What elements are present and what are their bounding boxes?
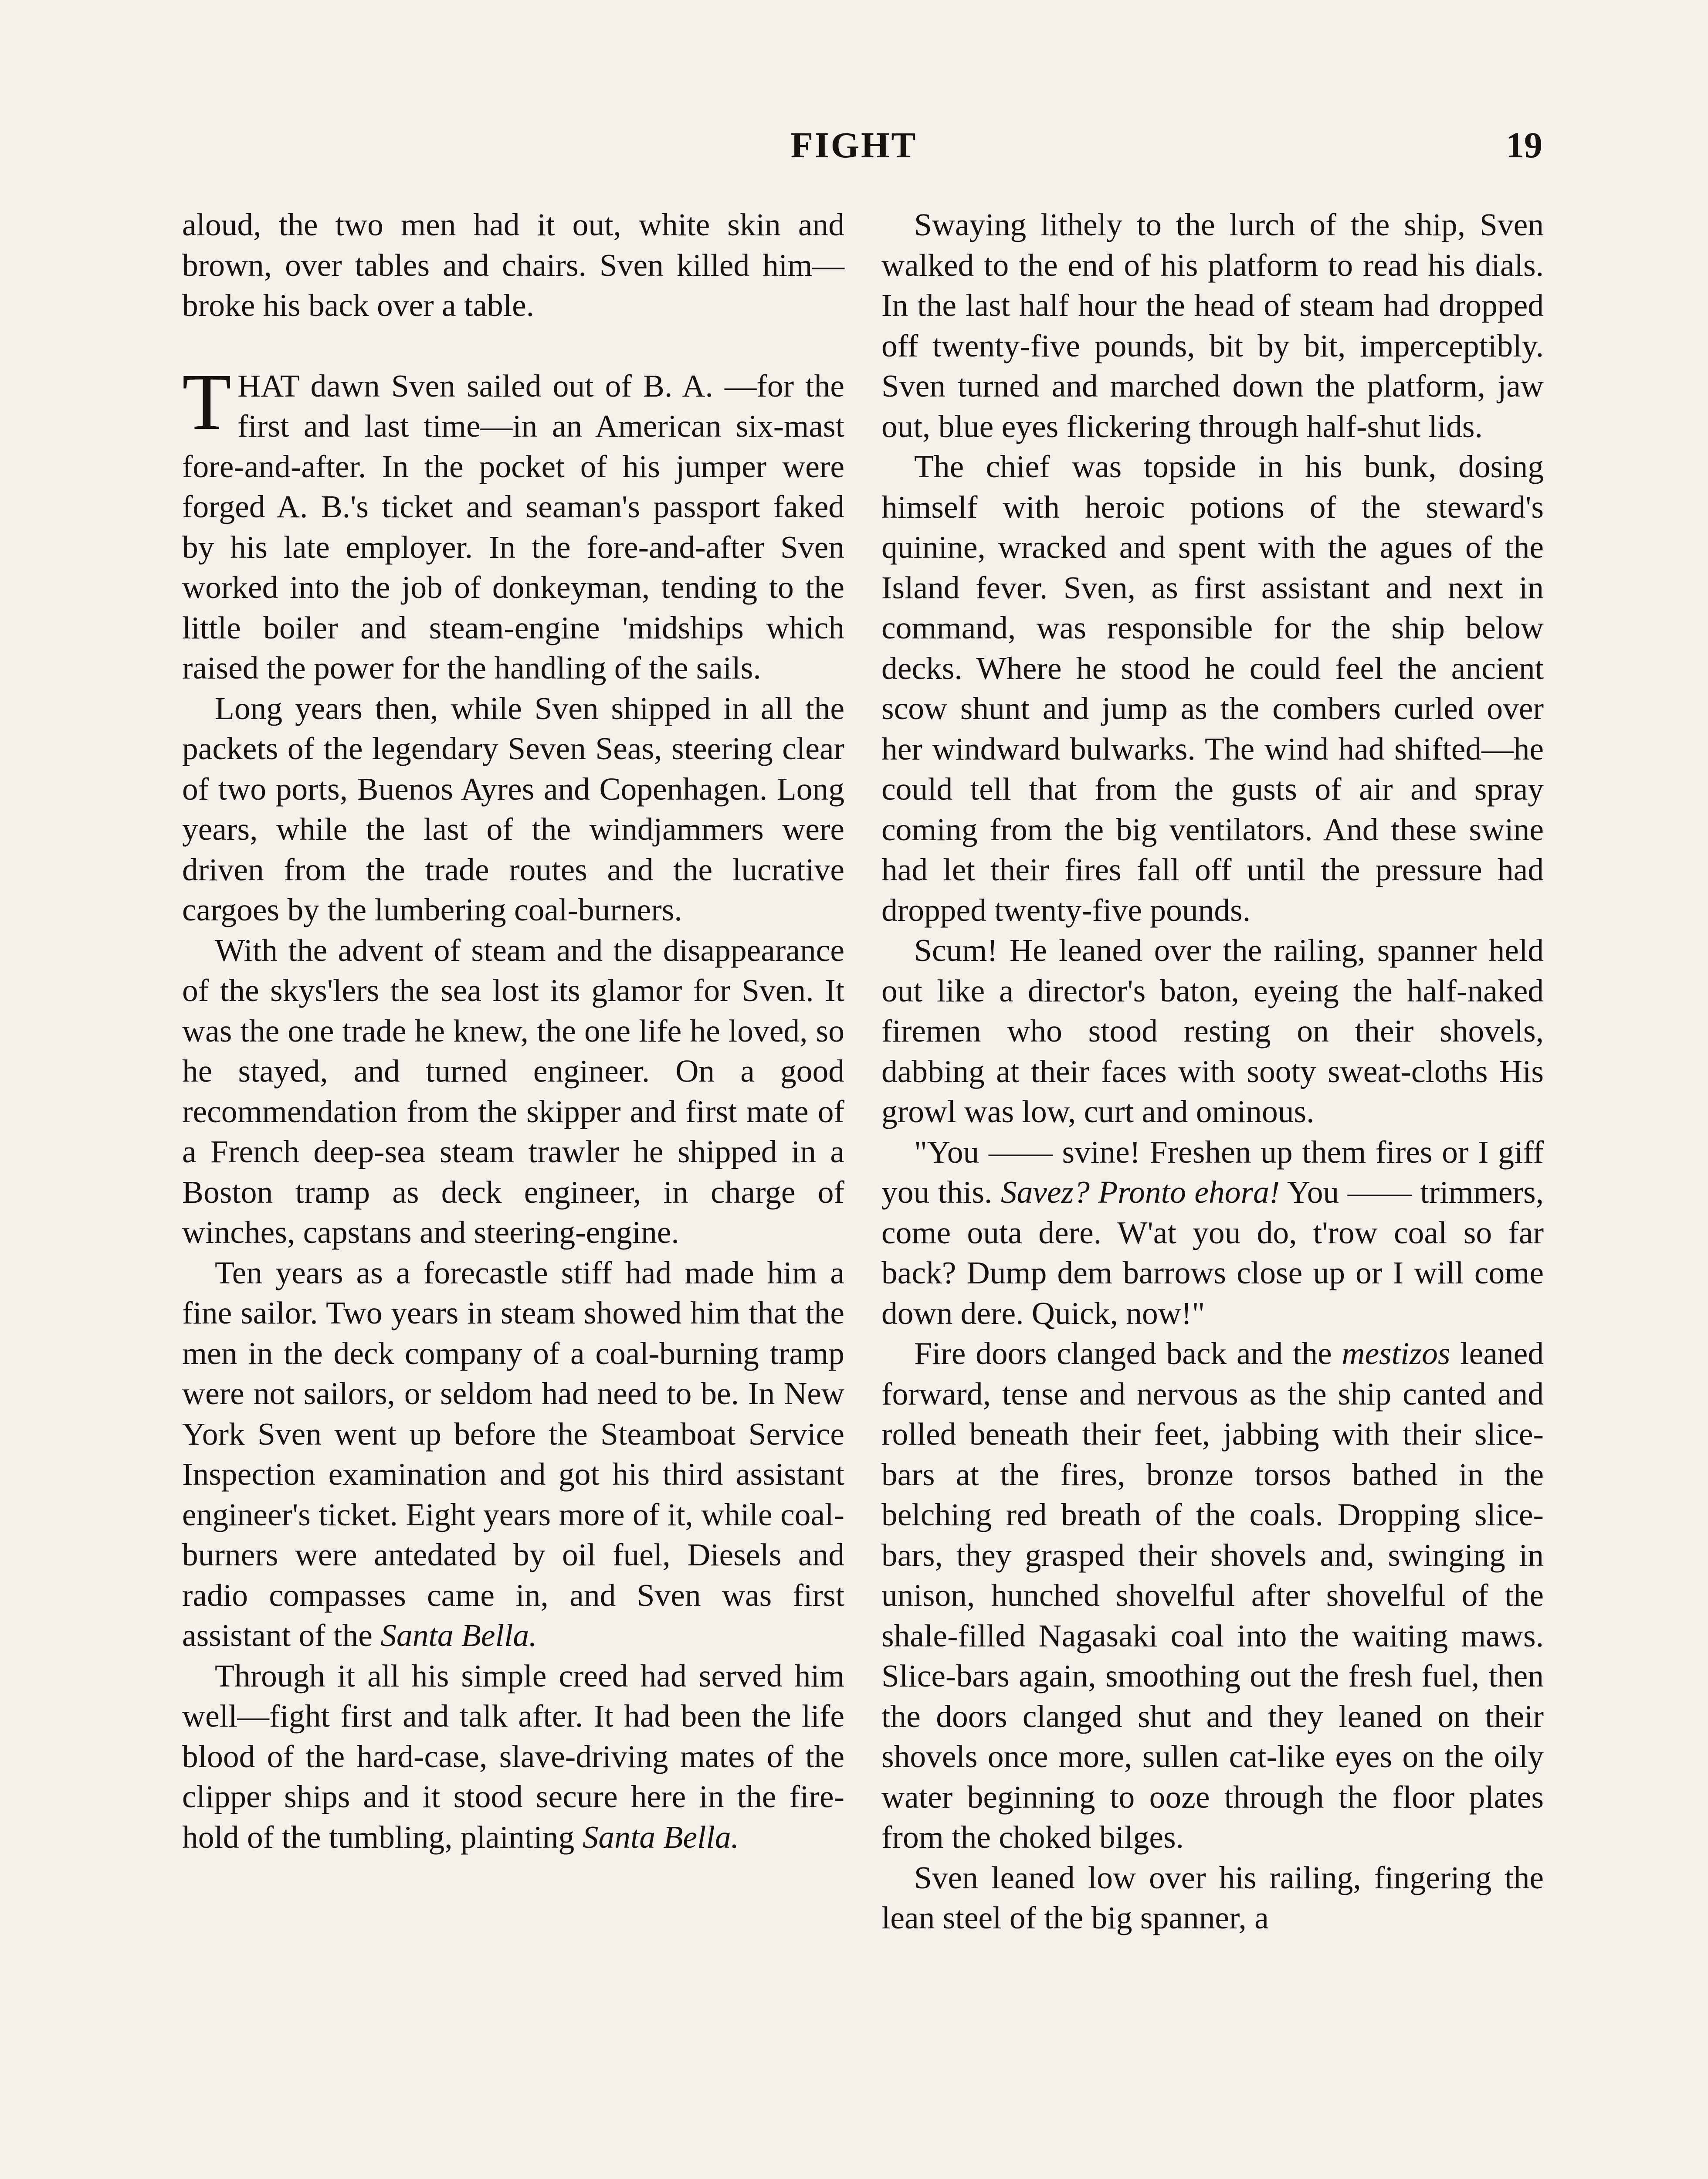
paragraph-text: You —— trimmers, come outa dere. W'at you do, t'row coal so far back? Dump dem barrows close up or I will come down dere. Quick, now!" [881, 1174, 1544, 1331]
paragraph [182, 1253, 844, 1656]
paragraph-text: Through it all his simple creed had served him well—fight first and talk after. It had been the life blood of the hard-case, slave-driving mates of the clipper ships and it stood secure here in the fire-hold of the tumbling, plainting [182, 1658, 844, 1855]
paragraph [182, 1656, 844, 1858]
paragraph: aloud, the two men had it out, white skin and brown, over tables and chairs. Sven killed him—broke his back over a table. [182, 207, 844, 323]
left-column [182, 205, 844, 1857]
paragraph: With the advent of steam and the disappearance of the skys'lers the sea lost its glamor for Sven. It was the one trade he knew, the one life he loved, so he stayed, and turned engineer. On a good recommendation from the skipper and first mate of a French deep-sea steam trawler he shipped in a Boston tramp as deck engineer, in charge of winches, capstans and steering-engine. [182, 932, 844, 1250]
drop-cap: T [182, 357, 232, 447]
paragraph: Long years then, while Sven shipped in all the packets of the legendary Seven Seas, steering clear of two ports, Buenos Ayres and Copenhagen. Long years, while the last of the windjammers were driven from the trade routes and the lucrative cargoes by the lumbering coal-burners. [182, 690, 844, 927]
section-paragraph [182, 357, 844, 689]
paragraph-text: Fire doors clanged back and the [914, 1336, 1342, 1371]
paragraph-text: HAT dawn Sven sailed out of B. A. —for the first and last time—in an American six-mast fore-and-after. In the pocket of his jumper were forged A. B.'s ticket and seaman's passport faked by his late employer. In the fore-and-after Sven worked into the job of donkeyman, tending to the little boiler and steam-engine 'midships which raised the power for the handling of the sails. [182, 368, 844, 686]
paragraph: The chief was topside in his bunk, dosing himself with heroic potions of the steward's quinine, wracked and spent with the agues of the Island fever. Sven, as first assistant and next in command, was responsible for the ship below decks. Where he stood he could feel the ancient scow shunt and jump as the combers curled over her windward bulwarks. The wind had shifted—he could tell that from the gusts of air and spray coming from the big ventilators. And these swine had let their fires fall off until the pressure had dropped twenty-five pounds. [881, 449, 1544, 928]
paragraph: Scum! He leaned over the railing, spanner held out like a director's baton, eyeing the half-naked firemen who stood resting on their shovels, dabbing at their faces with sooty sweat-cloths His growl was low, curt and ominous. [881, 933, 1544, 1129]
right-column [881, 205, 1544, 1938]
paragraph [881, 1132, 1544, 1334]
page-title: FIGHT [790, 125, 918, 166]
paragraph-text: "You —— svine! Freshen up them fires or I giff you this. [881, 1134, 1544, 1210]
page-number: 19 [1506, 125, 1542, 166]
page-header [174, 124, 1542, 172]
ship-name: Santa Bella. [582, 1819, 739, 1855]
paragraph-text: Ten years as a forecastle stiff had made him a fine sailor. Two years in steam showed him that the men in the deck company of a coal-burning tramp were not sailors, or seldom had need to be. In New York Sven went up before the Steamboat Service Inspection examination and got his third assistant engineer's ticket. Eight years more of it, while coal-burners were antedated by oil fuel, Diesels and radio compasses came in, and Sven was first assistant of the [182, 1255, 844, 1653]
paragraph-text: leaned forward, tense and nervous as the ship canted and rolled beneath their feet, jabbing with their slice-bars at the fires, bronze torsos bathed in the belching red breath of the coals. Dropping slice-bars, they grasped their shovels and, swinging in unison, hunched shovelful after shovelful of the shale-filled Nagasaki coal into the waiting maws. Slice-bars again, smoothing out the fresh fuel, then the doors clanged shut and they leaned on their shovels once more, sullen cat-like eyes on the oily water beginning to ooze through the floor plates from the choked bilges. [881, 1336, 1544, 1855]
paragraph [881, 1334, 1544, 1858]
italic-phrase: Savez? Pronto ehora! [1000, 1174, 1280, 1210]
ship-name: Santa Bella. [380, 1618, 537, 1653]
paragraph: Swaying lithely to the lurch of the ship, Sven walked to the end of his platform to read his dials. In the last half hour the head of steam had dropped off twenty-five pounds, bit by bit, imperceptibly. Sven turned and marched down the platform, jaw out, blue eyes flickering through half-shut lids. [881, 207, 1544, 444]
paragraph: Sven leaned low over his railing, fingering the lean steel of the big spanner, a [881, 1860, 1544, 1935]
italic-word: mestizos [1342, 1336, 1450, 1371]
